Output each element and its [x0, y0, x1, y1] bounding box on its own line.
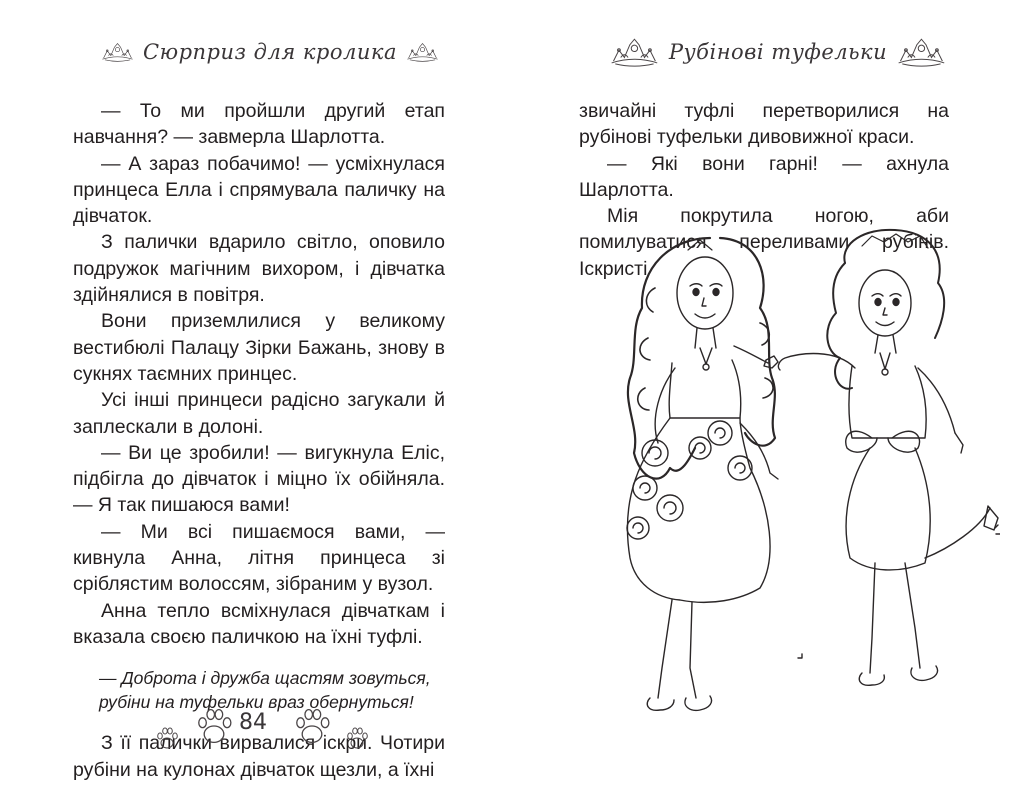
poem-line: — Доброта і дружба щастям зовуться,	[99, 668, 431, 689]
running-head-title: Рубінові туфельки	[668, 40, 888, 64]
poem-line: рубіни на туфельки враз обернуться!	[99, 692, 414, 713]
running-head-title: Сюрприз для кролика	[143, 40, 397, 64]
tiara-icon	[405, 34, 440, 70]
running-head-right	[608, 30, 948, 74]
paw-print-icon	[294, 706, 330, 746]
paw-print-icon	[196, 706, 232, 746]
paragraph: — А зараз побачимо! — усміхнулася принцеса Елла і спрямувала паличку на дівчаток.	[73, 152, 445, 228]
paragraph: — Які вони гарні! — ахнула Шарлотта.	[579, 152, 949, 201]
paragraph: звичайні туфлі перетворилися на рубінові туфельки дивовижної краси.	[579, 100, 949, 149]
page-footer	[148, 702, 378, 762]
paragraph: Анна тепло всміхнулася дівчаткам і вказала своєю паличкою на їхні туфлі.	[73, 599, 445, 648]
paragraph: — Ви це зробили! — вигукнула Еліс, підбігла до дівчаток і міцно їх обійняла. — Я так пишаюся вами!	[73, 441, 445, 517]
two-girls-dancing-illustration	[600, 228, 1000, 728]
running-head-left	[100, 30, 440, 74]
page-number: 84	[239, 710, 267, 735]
paragraph: — Ми всі пишаємося вами, — кивнула Анна, літня принцеса зі сріблястим волоссям, зібраним у вузол.	[73, 520, 445, 596]
tiara-icon	[100, 34, 135, 70]
right-page	[512, 0, 1024, 787]
paragraph: Мія покрутила ногою, аби помилуватися переливами рубінів. Іскристі	[579, 205, 949, 280]
tiara-icon	[608, 34, 661, 70]
tiara-icon	[895, 34, 948, 70]
body-text-left	[73, 98, 445, 783]
paw-print-icon	[156, 726, 178, 750]
paragraph: З палички вдарило світло, оповило подружок магічним вихором, і дівчатка здійнялися в повітря.	[73, 231, 445, 307]
paragraph: — То ми пройшли другий етап навчання? — завмерла Шарлотта.	[73, 100, 445, 149]
paw-print-icon	[346, 726, 368, 750]
paragraph: Усі інші принцеси радісно загукали й заплескали в долоні.	[73, 389, 445, 438]
paragraph: З її палички вирвалися іскри. Чотири рубіни на кулонах дівчаток щезли, а їхні	[73, 732, 445, 781]
paragraph: Вони приземлилися у великому вестибюлі Палацу Зірки Бажань, знову в сукнях таємних принцес.	[73, 310, 445, 385]
